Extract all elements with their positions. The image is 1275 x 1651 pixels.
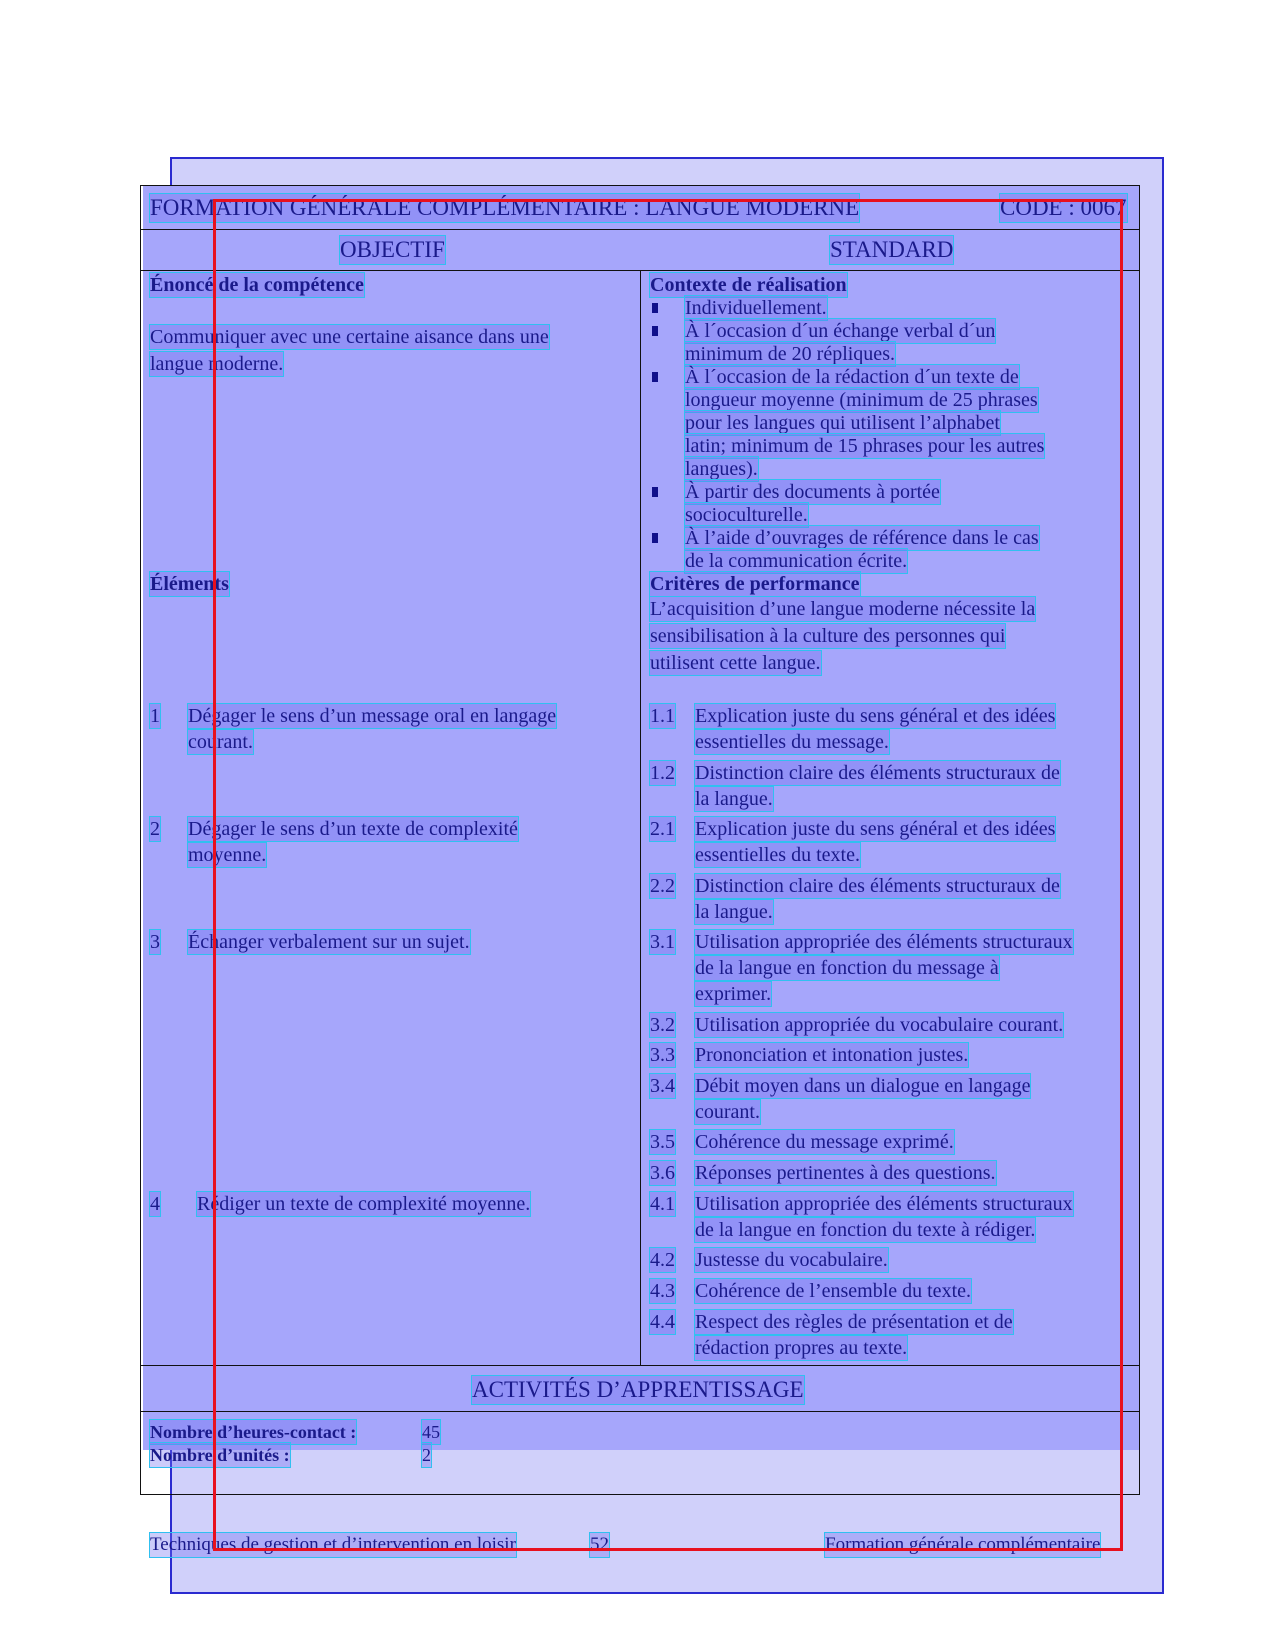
critere-text: de la langue en fonction du texte à rédiger.	[695, 1219, 1036, 1241]
critere-number: 2.1	[650, 818, 675, 840]
enonce-line: langue moderne.	[150, 353, 284, 375]
critere-text: Distinction claire des éléments structuraux de	[695, 762, 1060, 784]
contexte-line: À partir des documents à portée	[685, 481, 940, 503]
critere-text: exprimer.	[695, 983, 772, 1005]
element-text: courant.	[188, 731, 253, 753]
unites-value: 2	[422, 1445, 431, 1465]
critere-text: essentielles du texte.	[695, 844, 860, 866]
contexte-line: minimum de 20 répliques.	[685, 343, 895, 365]
rule-activities-top	[140, 1365, 1140, 1366]
critere-text: Cohérence de l’ensemble du texte.	[695, 1280, 971, 1302]
activites-heading: ACTIVITÉS D’APPRENTISSAGE	[472, 1377, 804, 1402]
contexte-line: socioculturelle.	[685, 504, 808, 526]
column-divider	[640, 270, 641, 1365]
contexte-line: À l´occasion de la rédaction d´un texte de	[685, 366, 1019, 388]
critere-text: Justesse du vocabulaire.	[695, 1249, 888, 1271]
contexte-line: de la communication écrite.	[685, 550, 908, 572]
unites-label: Nombre d’unités :	[150, 1445, 290, 1465]
critere-text: Explication juste du sens général et des idées	[695, 818, 1056, 840]
critere-text: Débit moyen dans un dialogue en langage	[695, 1075, 1031, 1097]
heures-contact-label: Nombre d’heures-contact :	[150, 1422, 357, 1442]
critere-text: de la langue en fonction du message à	[695, 957, 999, 979]
critere-number: 3.2	[650, 1014, 675, 1036]
criteres-intro-line: utilisent cette langue.	[650, 652, 821, 674]
critere-number: 1.2	[650, 762, 675, 784]
page-number: 52	[590, 1534, 609, 1555]
element-text: Dégager le sens d’un texte de complexité	[188, 818, 518, 840]
critere-number: 4.1	[650, 1193, 675, 1215]
element-number: 3	[150, 931, 160, 953]
element-number: 4	[150, 1193, 160, 1215]
critere-text: Utilisation appropriée des éléments structuraux	[695, 1193, 1073, 1215]
criteres-heading: Critères de performance	[650, 573, 860, 595]
contexte-heading: Contexte de réalisation	[650, 274, 847, 296]
criteres-intro-line: sensibilisation à la culture des personnes qui	[650, 625, 1006, 647]
critere-number: 4.2	[650, 1249, 675, 1271]
critere-number: 3.5	[650, 1131, 675, 1153]
contexte-line: langues).	[685, 458, 758, 480]
footer-program: Techniques de gestion et d’intervention en loisir	[150, 1534, 516, 1555]
footer-section: Formation générale complémentaire	[825, 1534, 1101, 1555]
critere-text: la langue.	[695, 901, 773, 923]
critere-text: Utilisation appropriée du vocabulaire courant.	[695, 1014, 1064, 1036]
element-text: Échanger verbalement sur un sujet.	[188, 931, 470, 953]
critere-number: 2.2	[650, 875, 675, 897]
contexte-line: À l’aide d’ouvrages de référence dans le cas	[685, 527, 1039, 549]
critere-text: essentielles du message.	[695, 731, 889, 753]
critere-number: 4.3	[650, 1280, 675, 1302]
bullet-icon	[652, 303, 658, 313]
rule-header	[140, 229, 1140, 230]
element-text: Rédiger un texte de complexité moyenne.	[197, 1193, 531, 1215]
contexte-line: Individuellement.	[685, 297, 827, 319]
contexte-line: latin; minimum de 15 phrases pour les autres	[685, 435, 1045, 457]
enonce-line: Communiquer avec une certaine aisance dans une	[150, 326, 549, 348]
critere-text: Respect des règles de présentation et de	[695, 1311, 1013, 1333]
document-title: FORMATION GÉNÉRALE COMPLÉMENTAIRE : LANGUE MODERNE	[150, 195, 860, 220]
critere-number: 1.1	[650, 705, 675, 727]
bullet-icon	[652, 326, 658, 336]
critere-number: 3.4	[650, 1075, 675, 1097]
elements-heading: Éléments	[150, 573, 229, 595]
element-number: 2	[150, 818, 160, 840]
critere-number: 3.1	[650, 931, 675, 953]
document-code: CODE : 0067	[1000, 195, 1127, 220]
contexte-line: pour les langues qui utilisent l’alphabet	[685, 412, 1000, 434]
bullet-icon	[652, 487, 658, 497]
criteres-intro-line: L’acquisition d’une langue moderne nécessite la	[650, 598, 1036, 620]
heures-contact-value: 45	[422, 1422, 440, 1442]
critere-number: 3.3	[650, 1044, 675, 1066]
critere-text: Réponses pertinentes à des questions.	[695, 1162, 996, 1184]
element-text: Dégager le sens d’un message oral en langage	[188, 705, 557, 727]
critere-text: courant.	[695, 1101, 760, 1123]
enonce-heading: Énoncé de la compétence	[150, 274, 364, 296]
rule-activities-bottom	[140, 1411, 1140, 1412]
contexte-line: À l´occasion d´un échange verbal d´un	[685, 320, 996, 342]
critere-text: rédaction propres au texte.	[695, 1337, 908, 1359]
critere-number: 3.6	[650, 1162, 675, 1184]
column-heading-objectif: OBJECTIF	[340, 237, 445, 262]
contexte-line: longueur moyenne (minimum de 25 phrases	[685, 389, 1038, 411]
critere-text: Distinction claire des éléments structuraux de	[695, 875, 1060, 897]
bullet-icon	[652, 533, 658, 543]
critere-text: la langue.	[695, 788, 773, 810]
critere-text: Cohérence du message exprimé.	[695, 1131, 954, 1153]
element-number: 1	[150, 705, 160, 727]
critere-text: Explication juste du sens général et des idées	[695, 705, 1056, 727]
critere-number: 4.4	[650, 1311, 675, 1333]
bullet-icon	[652, 372, 658, 382]
critere-text: Utilisation appropriée des éléments structuraux	[695, 931, 1073, 953]
column-heading-standard: STANDARD	[830, 237, 954, 262]
element-text: moyenne.	[188, 844, 267, 866]
critere-text: Prononciation et intonation justes.	[695, 1044, 969, 1066]
